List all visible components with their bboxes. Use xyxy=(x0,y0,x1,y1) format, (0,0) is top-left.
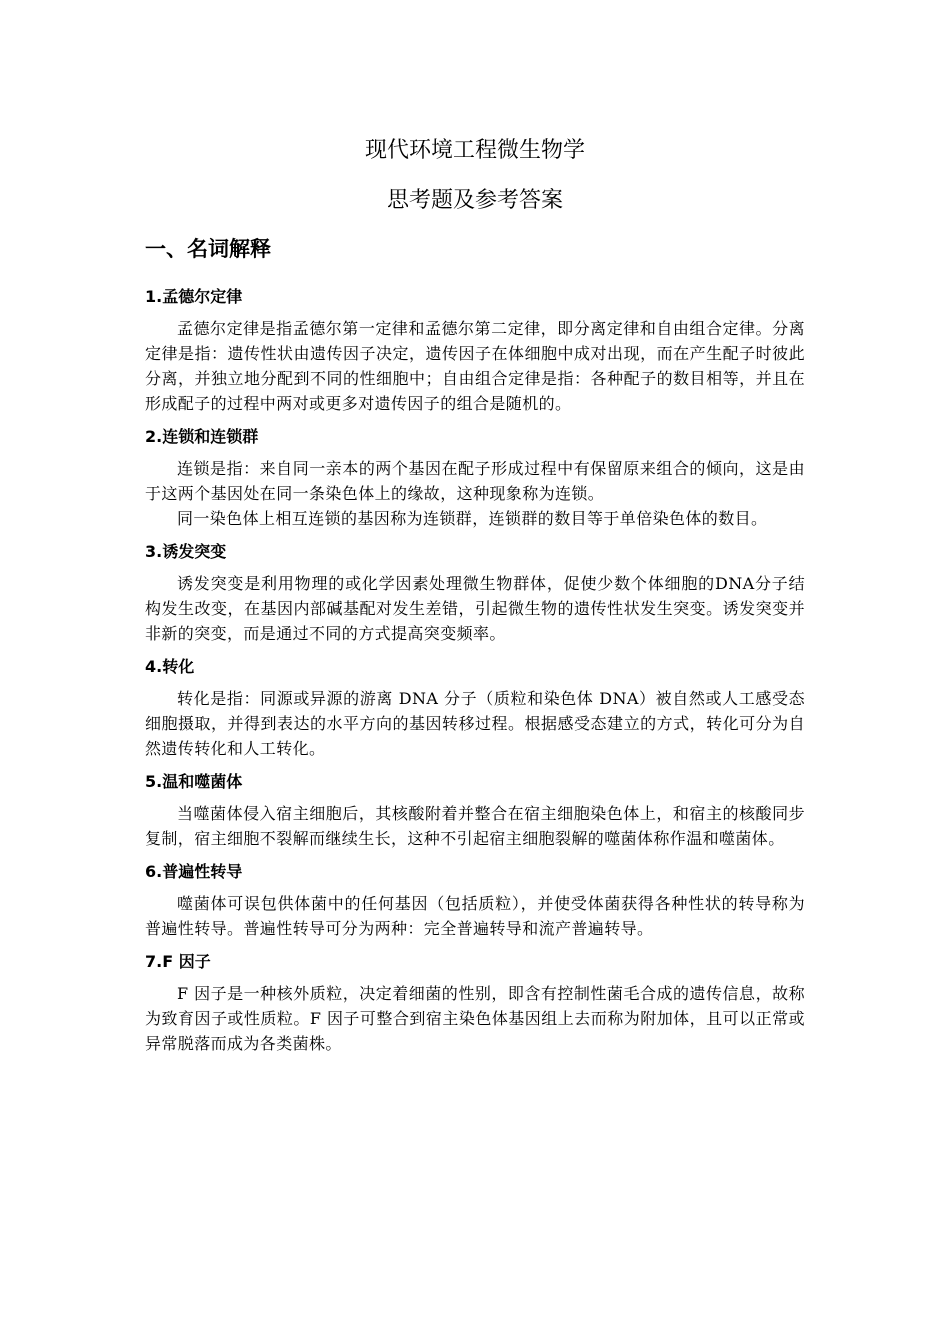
term-title: 5.温和噬菌体 xyxy=(145,772,243,791)
document-subtitle: 思考题及参考答案 xyxy=(386,188,563,213)
term-paragraph: 转化是指：同源或异源的游离 DNA 分子（质粒和染色体 DNA）被自然或人工感受态细胞摄取，并得到表达的水平方向的基因转移过程。根据感受态建立的方式，转化可分为自然遗传转化和人工转化。 xyxy=(145,689,805,758)
term-title: 3.诱发突变 xyxy=(145,542,227,561)
section-heading: 一、名词解释 xyxy=(145,237,271,261)
term-title: 4.转化 xyxy=(145,657,195,676)
term-paragraph: 当噬菌体侵入宿主细胞后，其核酸附着并整合在宿主细胞染色体上，和宿主的核酸同步复制，宿主细胞不裂解而继续生长，这种不引起宿主细胞裂解的噬菌体称作温和噬菌体。 xyxy=(145,804,805,848)
term-mendel-law xyxy=(145,286,805,416)
term-paragraph: 同一染色体上相互连锁的基因称为连锁群，连锁群的数目等于单倍染色体的数目。 xyxy=(177,509,768,528)
term-title: 7.F 因子 xyxy=(145,952,211,971)
term-title: 2.连锁和连锁群 xyxy=(145,427,259,446)
term-transformation xyxy=(145,656,805,761)
term-f-factor xyxy=(145,951,805,1056)
term-paragraph: F 因子是一种核外质粒，决定着细菌的性别，即含有控制性菌毛合成的遗传信息，故称为致育因子或性质粒。F 因子可整合到宿主染色体基因组上去而称为附加体，且可以正常或异常脱落而成为各类菌株。 xyxy=(145,984,805,1053)
document-title: 现代环境工程微生物学 xyxy=(364,138,585,163)
term-generalized-transduction xyxy=(145,861,805,941)
term-paragraph: 诱发突变是利用物理的或化学因素处理微生物群体，促使少数个体细胞的DNA分子结构发生改变，在基因内部碱基配对发生差错，引起微生物的遗传性状发生突变。诱发突变并非新的突变，而是通过不同的方式提高突变频率。 xyxy=(145,574,805,643)
term-induced-mutation xyxy=(145,541,805,646)
term-paragraph: 噬菌体可误包供体菌中的任何基因（包括质粒），并使受体菌获得各种性状的转导称为普遍性转导。普遍性转导可分为两种：完全普遍转导和流产普遍转导。 xyxy=(145,894,805,938)
term-linkage xyxy=(145,426,805,531)
term-paragraph: 孟德尔定律是指孟德尔第一定律和孟德尔第二定律，即分离定律和自由组合定律。分离定律是指：遗传性状由遗传因子决定，遗传因子在体细胞中成对出现，而在产生配子时彼此分离，并独立地分配到不同的性细胞中；自由组合定律是指：各种配子的数目相等，并且在形成配子的过程中两对或更多对遗传因子的组合是随机的。 xyxy=(145,319,805,413)
term-paragraph: 连锁是指：来自同一亲本的两个基因在配子形成过程中有保留原来组合的倾向，这是由于这两个基因处在同一条染色体上的缘故，这种现象称为连锁。 xyxy=(145,459,805,503)
document-content xyxy=(145,234,805,1066)
term-title: 6.普遍性转导 xyxy=(145,862,243,881)
term-title: 1.孟德尔定律 xyxy=(145,287,243,306)
term-temperate-phage xyxy=(145,771,805,851)
